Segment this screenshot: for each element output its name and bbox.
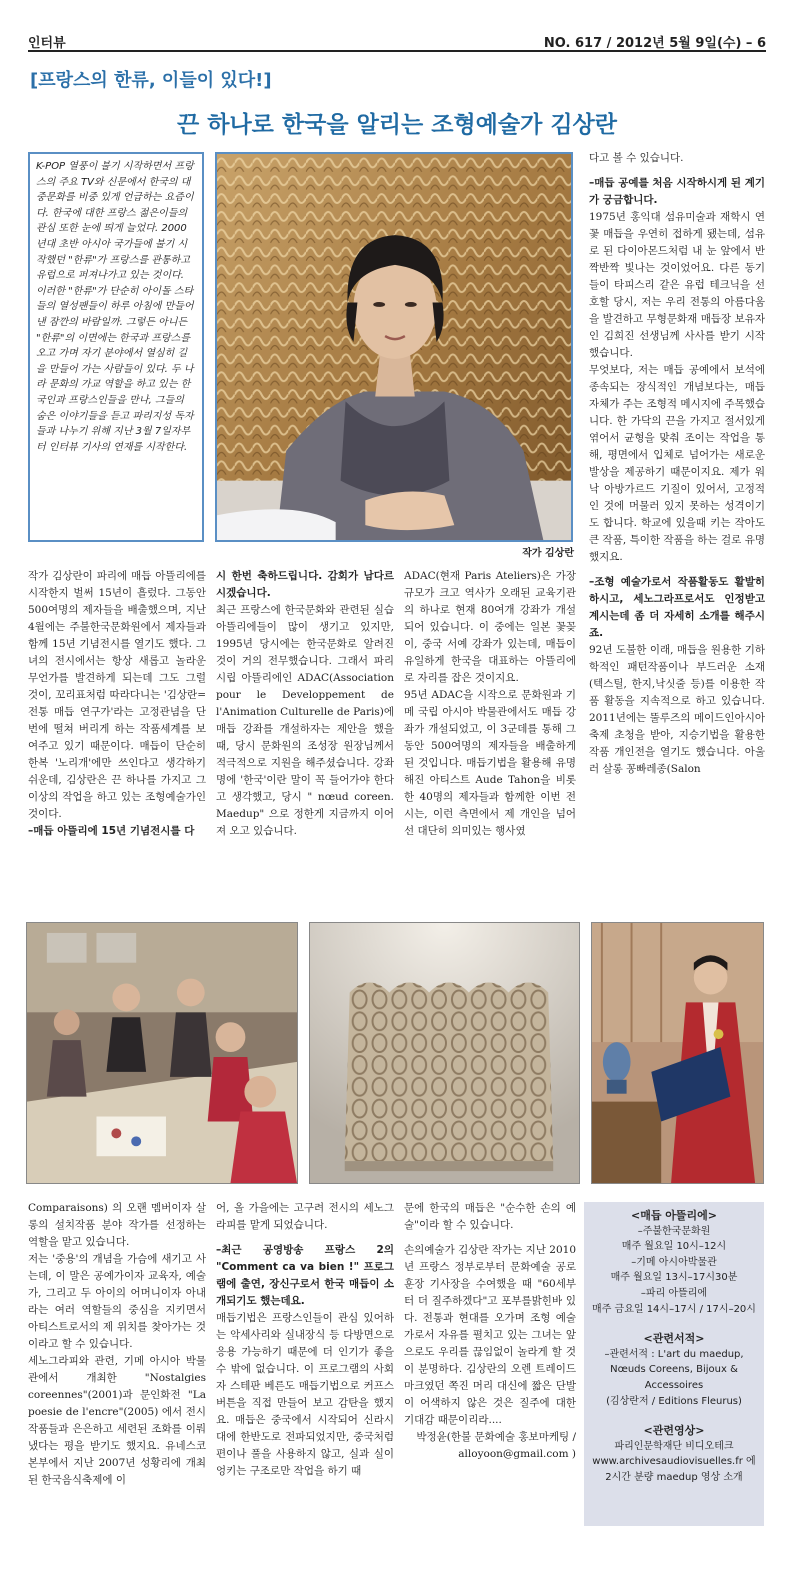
workshop-line: 매주 월요일 13시–17시30분 [610,1272,738,1284]
article-paragraph: 손의예술가 김상란 작가는 지난 2010년 프랑스 정부로부터 문화예술 공로훈장 기사장을 수여했을 때 "60세부터 더 질주하겠다"고 포부를밝힌바 있다. 전통과 현대를 오가며 조형 예술가로서 자유를 펼치고 있는 그녀는 앞으로도 우리를 끊임없이 놀라게 할 것이 분명하다. 김상란의 오렌 트레이드 마크였던 쪽진 머리 대신에 짧은 단발이 어색하지 않은 것은 질주에 대한 기대감 때문이리라.... [404,1244,576,1426]
article-column-5 [28,1200,206,1530]
article-paragraph: Comparaisons) 의 오랜 멤버이자 살롱의 설치작품 분야 작가를 선정하는 역할을 맡고 있습니다. [28,1202,206,1248]
artwork-image [310,923,579,1183]
article-paragraph: 어, 올 가을에는 고구려 전시의 세노그라피를 맡게 되었습니다. [216,1202,394,1231]
series-title: [프랑스의 한류, 이들이 있다!] [30,70,272,91]
workshop-line: –기메 아시아박물관 [631,1256,717,1268]
author-byline: 박정윤(한불 문화예술 홍보마케팅 / alloyoon@gmail.com ) [416,1431,576,1460]
workshop-line: –주불한국문화원 [637,1225,711,1237]
interview-question: –최근 공영방송 프랑스 2의 "Comment ca va bien !" 프로그램에 출연, 장신구로서 한국 매듭이 소개되기도 했는데요. [216,1244,394,1307]
article-paragraph: 세노그라피와 관련, 기메 아시아 박물관에서 개최한 "Nostalgies coreennes"(2001)과 문인화전 "La poesie de l'encre"(2005) 에서 전시작품들과 은은하고 세련된 조화를 이뤄냈다는 평을 받기도 했지요. 유네스코 본부에서 지난 2007년 성황리에 개최된 한국음식축제에 이 [28,1355,206,1486]
article-paragraph: 다고 볼 수 있습니다. [589,152,684,164]
book-line: –관련서적 : L'art du maedup, [604,1348,744,1360]
article-column-1 [28,568,206,904]
info-sidebar [584,1202,764,1526]
intro-box [28,152,204,542]
award-ceremony-photo [591,922,764,1184]
article-paragraph: 매듭기법은 프랑스인들이 관심 있어하는 악세사리와 실내장식 등 다방면으로 응용 가능하기 때문에 더 인기가 좋을 수 밖에 없습니다. 이 프로그램의 사회자 스테판 베른도 매듭기법으로 커프스 버튼을 직접 만들어 보고 감탄을 했지요. 매듭은 중국에서 시작되어 신라시대에 한반도로 전파되었지만, 중국처럼 편이나 풀을 사용하지 않고, 실과 실이 엉키는 구조로만 작업을 하기 때 [216,1312,394,1477]
article-paragraph: 92년 도불한 이래, 매듭을 원용한 기하학적인 패턴작품이나 부드러운 소재(텍스틸, 한지,낙싯줄 등)를 이용한 작품 활동을 지속적으로 하고 있습니다. 2011년에는 뚤루즈의 메이드인아시아 축제 초청을 받아, 지승기법을 활용한 작품 개인전을 열기도 했습니다. 아울러 살롱 꽁빠레종(Salon [589,644,765,775]
award-image [592,923,763,1183]
interview-question: –매듭 아뜰리에 15년 기념전시를 다 [28,825,195,837]
issue-info: NO. 617 / 2012년 5월 9일(수) – 6 [543,36,766,51]
article-paragraph: 최근 프랑스에 한국문화와 관련된 실습 아뜰리에들이 많이 생기고 있지만, 1995년 당시에는 한국문화로 알려진 것이 거의 전무했습니다. 그래서 파리 시립 아뜰리에인 ADAC(Association pour le Developpement de l'Animation Culturelle de Paris)에 매듭 강좌를 개설하자는 제안을 했을때, 당시 문화원의 조성장 원장님께서 적극적으로 지원을 해주셨습니다. 강좌명에 '한국'이란 말이 꼭 들어가야 한다고 생각했고, 당시 " nœud coreen. Maedup" 으로 정한게 지금까지 이어져 오고 있습니다. [216,604,394,837]
portrait-caption: 작가 김상란 [522,548,574,559]
book-line: Nœuds Coreens, Bijoux & [610,1364,738,1376]
article-paragraph: 1975년 홍익대 섬유미술과 재학시 연꽃 매듭을 우연히 접하게 됐는데, 섬유로 된 다이아몬드처럼 내 눈 앞에서 반짝반짝 빛나는 것이었어요. 다른 동기들이 타피스리 같은 유럽 테크닉을 선호할 당시, 저는 우리 전통의 아름다움을 발견하고 무형문화재 매듭장 보유자인 김희진 선생님께 사사를 받기 시작했습니다. [589,211,765,359]
workshop-line: –파리 아뜰리에 [640,1287,708,1299]
page-header [28,30,766,52]
video-line: 파리인문학재단 비디오테크 [614,1440,734,1452]
books-heading: <관련서적> [643,1332,705,1346]
workshop-photo [26,922,298,1184]
article-headline: 끈 하나로 한국을 알리는 조형예술가 김상란 [177,112,617,138]
book-line: Accessoires [644,1379,704,1391]
book-line: (김상란저 / Editions Fleurus) [606,1395,742,1407]
interview-question: 시 한번 축하드립니다. 감회가 남다르시겠습니다. [216,570,394,599]
video-line: 2시간 분량 maedup 영상 소개 [605,1471,743,1483]
intro-paragraph: 이러한 "한류"가 단순히 아이돌 스타들의 열성팬들이 하루 아침에 만들어 낸 잠깐의 바람일까. 그렇든 아니든 "한류"의 이면에는 한국과 프랑스를 오고 가며 자기 분야에서 열심히 길을 만들어 가는 사람들이 있다. 두 나라 문화의 가교 역할을 하고 있는 한국인과 프랑스인들을 만나, 그들의 숨은 이야기들을 듣고 파리지성 독자들과 나누기 위해 지난 3월 7일자부터 인터뷰 기사의 연재를 시작한다. [36,285,194,453]
portrait-image [217,154,571,540]
workshops-heading: <매듭 아뜰리에> [630,1209,718,1222]
section-label: 인터뷰 [28,36,66,51]
article-paragraph: ADAC(현재 Paris Ateliers)은 가장 규모가 크고 역사가 오래된 교육기관의 하나로 현재 80여개 강좌가 개설되어 있습니다. 이 중에는 일본 꽃꽂이, 중국 서예 강좌가 있는데, 매듭이 유일하게 한국을 대표하는 아뜰리에로 자리를 잡은 것이지요. [404,570,576,684]
article-column-3 [404,568,576,904]
article-column-2 [216,568,394,904]
article-column-6 [216,1200,394,1530]
article-paragraph: 무엇보다, 저는 매듭 공예에서 보석에 종속되는 장식적인 개념보다는, 매듭 자체가 주는 조형적 메시지에 주목했습니다. 한 가닥의 끈을 가지고 절서있게 엮어서 균형을 맞춰 조이는 작업을 통해, 평면에서 입체로 넘어가는 새로운 발상을 제공하기 때문이지요. 제가 워낙 아방가르드 기질이 있어서, 고정적인 것에 머물러 있지 못하는 성격이기도 합니다. 학교에 있을때 키는 작아도 큰 작품, 특이한 작품을 하는 걸로 유명했지요. [589,364,765,563]
video-link[interactable]: www.archivesaudiovisuelles.fr 에 [592,1456,756,1468]
workshop-line: 매주 금요일 14시–17시 / 17시–20시 [592,1303,756,1315]
article-paragraph: 문에 한국의 매듭은 "순수한 손의 예술"이라 할 수 있습니다. [404,1202,576,1231]
article-paragraph: 저는 '중용'의 개념을 가슴에 새기고 사는데, 이 말은 공예가이자 교육자, 예술가, 그리고 두 아이의 어머니이자 아내라는 여러 역할들의 중심을 지키면서 아티스트로서의 제 위치를 찾아가는 것이라고 할 수 있습니다. [28,1253,206,1350]
article-paragraph: 95년 ADAC을 시작으로 문화원과 기메 국립 아시아 박물관에서도 매듭 강좌가 개설되었고, 이 3군데를 통해 그동안 500여명의 제자들을 배출하게 된 것입니다. 매듭기법을 활용해 유명해진 아티스트 Aude Tahon을 비롯한 40명의 제자들과 함께한 이번 전시는, 이런 측면에서 제 개인을 넘어선 대단히 의미있는 행사였 [404,689,576,837]
article-paragraph: 작가 김상란이 파리에 매듭 아뜰리에를 시작한지 벌써 15년이 흘렀다. 그동안 500여명의 제자들을 배출했으며, 지난 4월에는 주불한국문화원에서 제자들과 함께 15년 기념전시를 열기도 했다. 그녀의 전시에서는 항상 새롭고 놀라운 무언가를 발견하게 되는데 그도 그럴 것이, 꼬리표처럼 따라다니는 '김상란=전통 매듭 연구가'라는 고정관념을 단번에 떨쳐 버리게 하는 작품세계를 보여주고 있기 때문이다. 매듭이 단순히 한복 '노리개'에만 쓰인다고 생각하기 쉬운데, 김상란은 끈 하나를 가지고 그 이상의 작업을 하고 있는 조형예술가인 것이다. [28,570,206,820]
video-heading: <관련영상> [643,1424,705,1438]
workshop-line: 매주 월요일 10시–12시 [621,1241,727,1253]
interview-question: –매듭 공예를 처음 시작하시게 된 계기가 궁금합니다. [589,177,765,206]
interview-question: –조형 예술가로서 작품활동도 활발히 하시고, 세노그라프로서도 인정받고 계시는데 좀 더 자세히 소개를 해주시죠. [589,576,765,639]
artist-portrait-photo [215,152,573,542]
intro-paragraph: K-POP 열풍이 불기 시작하면서 프랑스의 주요 TV와 신문에서 한국의 대중문화를 비중 있게 언급하는 요즘이다. 한국에 대한 프랑스 젊은이들의 관심 또한 눈에 띄게 늘었다. 2000년대 초반 아시아 국가들에 불기 시작했던 "한류"가 프랑스를 관통하고 유럽으로 퍼져나가고 있는 것이다. [36,161,194,282]
workshop-image [27,923,297,1183]
article-column-4 [589,150,765,904]
article-column-7 [404,1200,576,1530]
knot-artwork-photo [309,922,580,1184]
